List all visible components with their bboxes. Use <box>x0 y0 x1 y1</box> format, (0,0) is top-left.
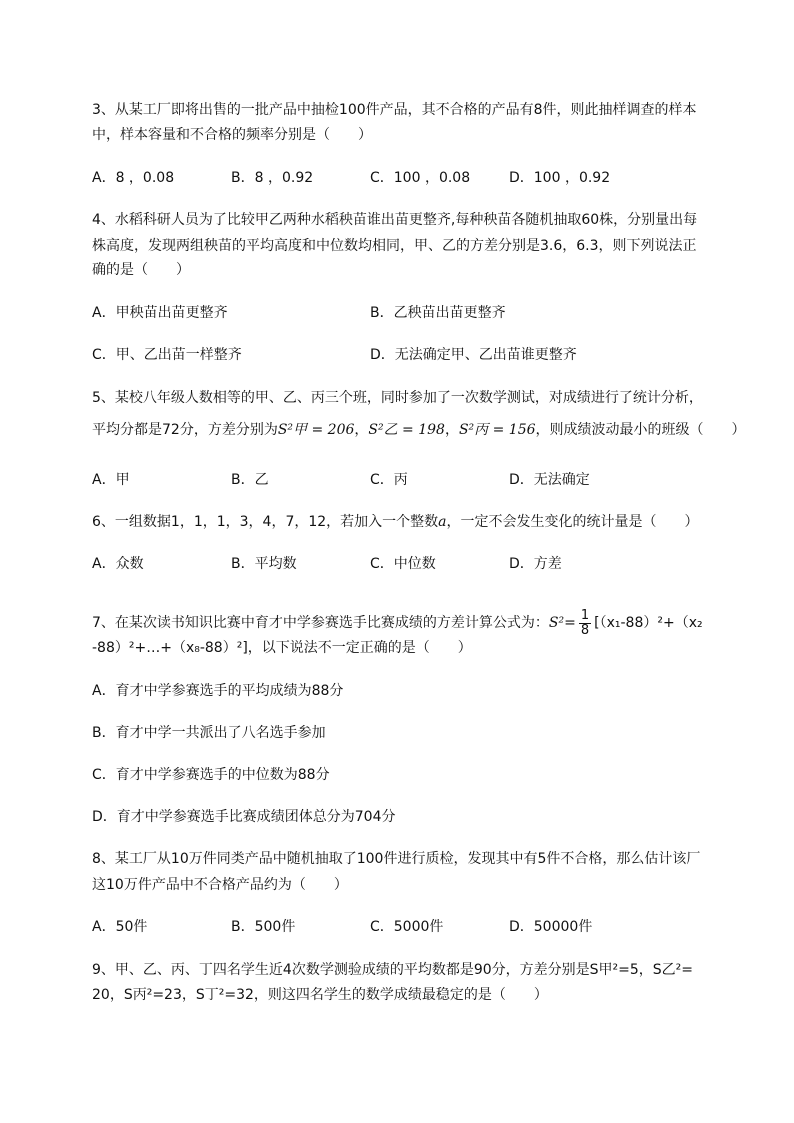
q4-text-line-1: 4、水稻科研人员为了比较甲乙两种水稻秧苗谁出苗更整齐,每种秧苗各随机抽取60株，分别量出每 <box>92 212 698 228</box>
q5-option-a: A．甲 <box>92 472 130 488</box>
q8-text-line-2: 这10万件产品中不合格产品约为（ ） <box>92 877 348 893</box>
q4-option-b: B．乙秧苗出苗更整齐 <box>370 305 506 321</box>
q8-option-a: A．50件 <box>92 919 148 935</box>
q5-separator-2: ， <box>444 422 459 438</box>
q7-text-line-2: -88）²+…+（x₈-88）²]，以下说法不一定正确的是（ ） <box>92 640 472 656</box>
q4-option-c: C．甲、乙出苗一样整齐 <box>92 347 242 363</box>
q7-formula-start: [（x₁-88）²+（x₂ <box>594 615 703 631</box>
q7-option-b: B．育才中学一共派出了八名选手参加 <box>92 725 326 741</box>
q5-separator-1: ， <box>354 422 369 438</box>
q5-text-line-2-end: ，则成绩波动最小的班级（ ） <box>535 422 746 438</box>
q4-text-line-2: 株高度，发现两组秧苗的平均高度和中位数均相同，甲、乙的方差分别是3.6，6.3，则下列说法正 <box>92 238 697 254</box>
q5-variance-bing: S²丙 = 156 <box>458 422 536 438</box>
q5-text-line-1: 5、某校八年级人数相等的甲、乙、丙三个班，同时参加了一次数学测试，对成绩进行了统计分析， <box>92 390 703 406</box>
q5-variance-jia: S²甲 = 206 <box>277 422 355 438</box>
q7-fraction-numerator: 1 <box>580 607 590 623</box>
q7-fraction <box>579 609 591 638</box>
q7-fraction-denominator: 8 <box>580 622 590 638</box>
q7-variance-symbol: S²= <box>548 615 576 631</box>
q8-option-d: D．50000件 <box>509 919 593 935</box>
q5-variance-yi: S²乙 = 198 <box>368 422 445 438</box>
q7-option-a: A．育才中学参赛选手的平均成绩为88分 <box>92 683 344 699</box>
q3-option-d: D．100 ，0.92 <box>509 170 611 186</box>
q3-option-c: C．100 ，0.08 <box>370 170 471 186</box>
q9-text-line-1: 9、甲、乙、丙、丁四名学生近4次数学测验成绩的平均数都是90分，方差分别是S甲²=5，S乙²= <box>92 962 693 978</box>
q6-option-d: D．方差 <box>509 556 562 572</box>
q6-option-c: C．中位数 <box>370 556 436 572</box>
q8-option-b: B．500件 <box>231 919 296 935</box>
q6-text-start: 6、一组数据1，1，1，3，4，7，12，若加入一个整数 <box>92 514 439 530</box>
q4-option-d: D．无法确定甲、乙出苗谁更整齐 <box>370 347 577 363</box>
q7-option-c: C．育才中学参赛选手的中位数为88分 <box>92 767 330 783</box>
q3-option-a: A．8 ，0.08 <box>92 170 175 186</box>
q6-option-b: B．平均数 <box>231 556 297 572</box>
q5-option-d: D．无法确定 <box>509 472 590 488</box>
q3-option-b: B．8 ，0.92 <box>231 170 314 186</box>
q5-option-c: C．丙 <box>370 472 408 488</box>
q5-option-b: B．乙 <box>231 472 269 488</box>
q6-option-a: A．众数 <box>92 556 144 572</box>
q3-text-line-1: 3、从某工厂即将出售的一批产品中抽检100件产品，其不合格的产品有8件，则此抽样调查的样本 <box>92 102 697 118</box>
q7-option-d: D．育才中学参赛选手比赛成绩团体总分为704分 <box>92 809 396 825</box>
q9-text-line-2: 20，S丙²=23，S丁²=32，则这四名学生的数学成绩最稳定的是（ ） <box>92 987 548 1003</box>
q6-variable-a: a <box>438 514 447 530</box>
q6-text-end: ，一定不会发生变化的统计量是（ ） <box>446 514 699 530</box>
q4-option-a: A．甲秧苗出苗更整齐 <box>92 305 228 321</box>
q5-text-line-2 <box>92 420 746 440</box>
q6-text-line-1 <box>92 512 699 532</box>
q7-text-start: 7、在某次读书知识比赛中育才中学参赛选手比赛成绩的方差计算公式为： <box>92 615 549 631</box>
q4-text-line-3: 确的是（ ） <box>92 262 190 278</box>
q5-text-line-2-start: 平均分都是72分，方差分别为 <box>92 422 278 438</box>
q8-text-line-1: 8、某工厂从10万件同类产品中随机抽取了100件进行质检，发现其中有5件不合格，那么估计该厂 <box>92 851 701 867</box>
q7-text-line-1 <box>92 608 703 638</box>
q8-option-c: C．5000件 <box>370 919 444 935</box>
q3-text-line-2: 中，样本容量和不合格的频率分别是（ ） <box>92 127 372 143</box>
